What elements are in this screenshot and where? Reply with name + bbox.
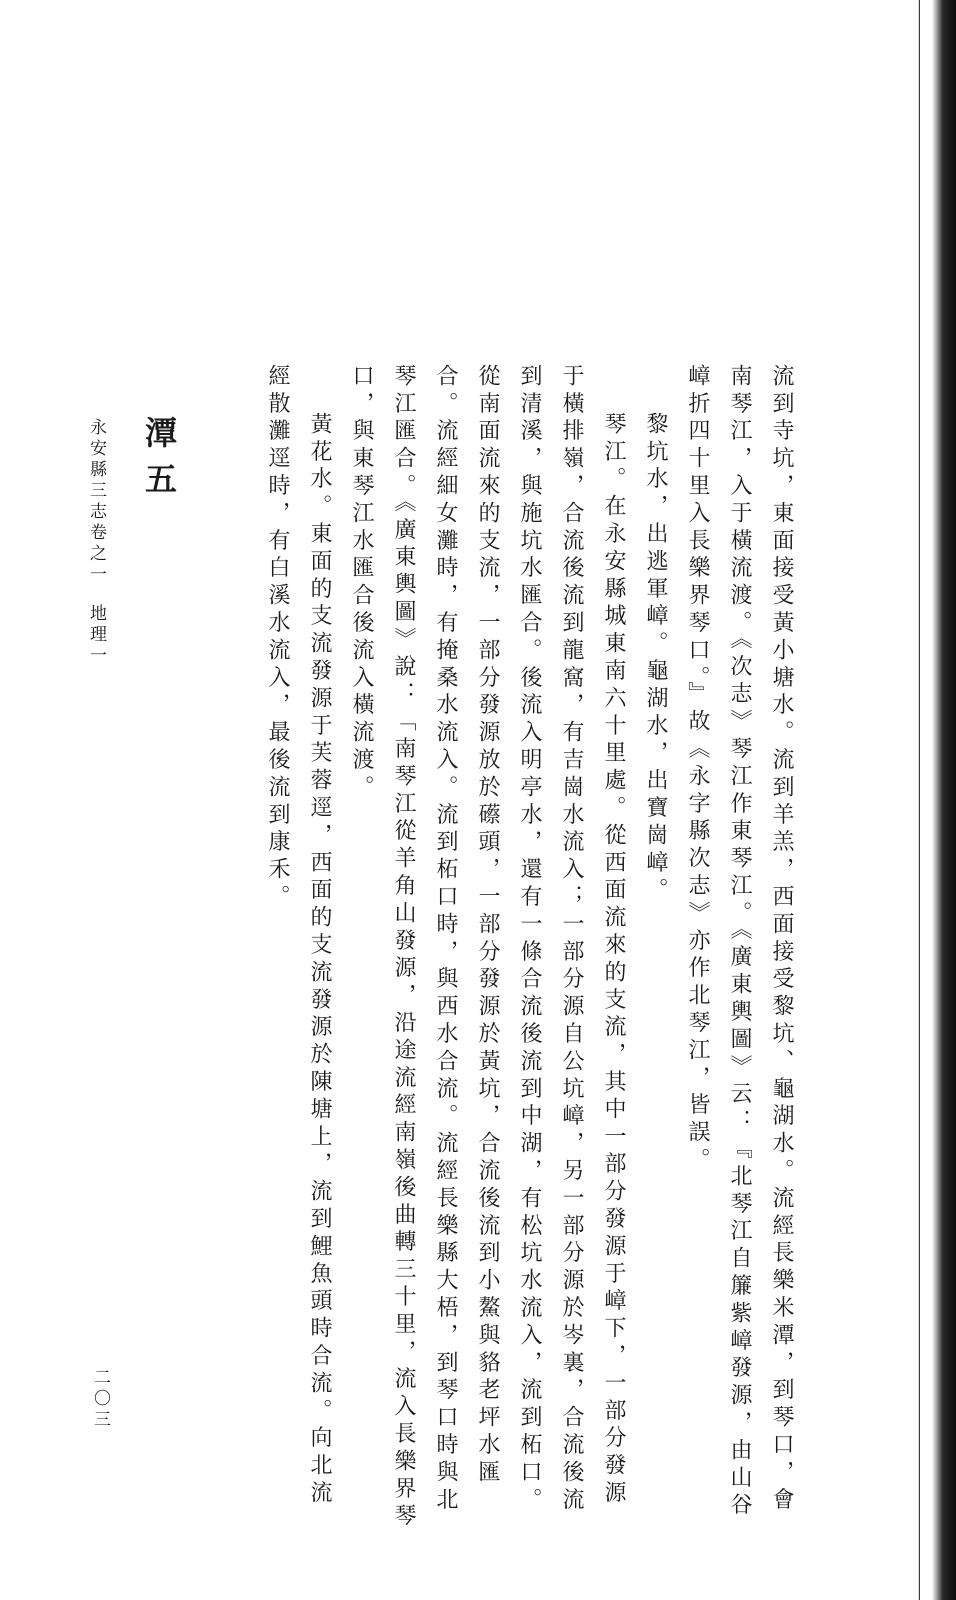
section-heading: 潭五 [140, 416, 178, 508]
page-edge-shadow [932, 0, 956, 1600]
body-text [265, 364, 802, 1534]
page-number: 二〇三 [90, 1368, 110, 1431]
running-head-title: 永安縣三志卷之一 [86, 418, 106, 586]
running-head [84, 418, 109, 667]
paragraph-1: 流到寺坑，東面接受黃小塘水。流到羊羔，西面接受黎坑、龜湖水。流經長樂米潭，到琴口，會南琴江，入于橫流渡。《次志》琴江作東琴江。《廣東輿圖》云：『北琴江自簾紫嶂發源，由山谷嶂折四十里入長樂界琴口。』故《永字縣次志》亦作北琴江，皆誤。 [685, 364, 794, 1521]
paragraph-3: 琴江。在永安縣城東南六十里處。從西面流來的支流，其中一部分發源于嶂下，一部分發源于橫排嶺，合流後流到龍窩，有吉崗水流入；一部分源自公坑嶂，另一部分源於岑裏，合流後流到清溪，與施坑水匯合。後流入明亭水，還有一條合流後流到中湖，有松坑水流入，流到柘口。從南面流來的支流，一部分發源放於礤頭，一部分發源於黃坑，合流後流到小鰲與貉老坪水匯合。流經細女灘時，有掩桑水流入。流到柘口時，與西水合流。流經長樂縣大梧，到琴口時與北琴江匯合。《廣東輿圖》說：「南琴江從羊角山發源，沿途流經南嶺後曲轉三十里，流入長樂界琴口，與東琴江水匯合後流入橫流渡。 [349, 364, 626, 1532]
running-head-chapter: 地理一 [86, 604, 106, 667]
paragraph-4: 黃花水。東面的支流發源于芙蓉逕，西面的支流發源於陳塘上，流到鯉魚頭時合流。向北流經散灘逕時，有白溪水流入，最後流到康禾。 [265, 364, 332, 1509]
paragraph-2: 黎坑水，出逃軍嶂。龜湖水，出寶崗嶂。 [643, 412, 668, 906]
gutter-line [918, 0, 919, 1600]
